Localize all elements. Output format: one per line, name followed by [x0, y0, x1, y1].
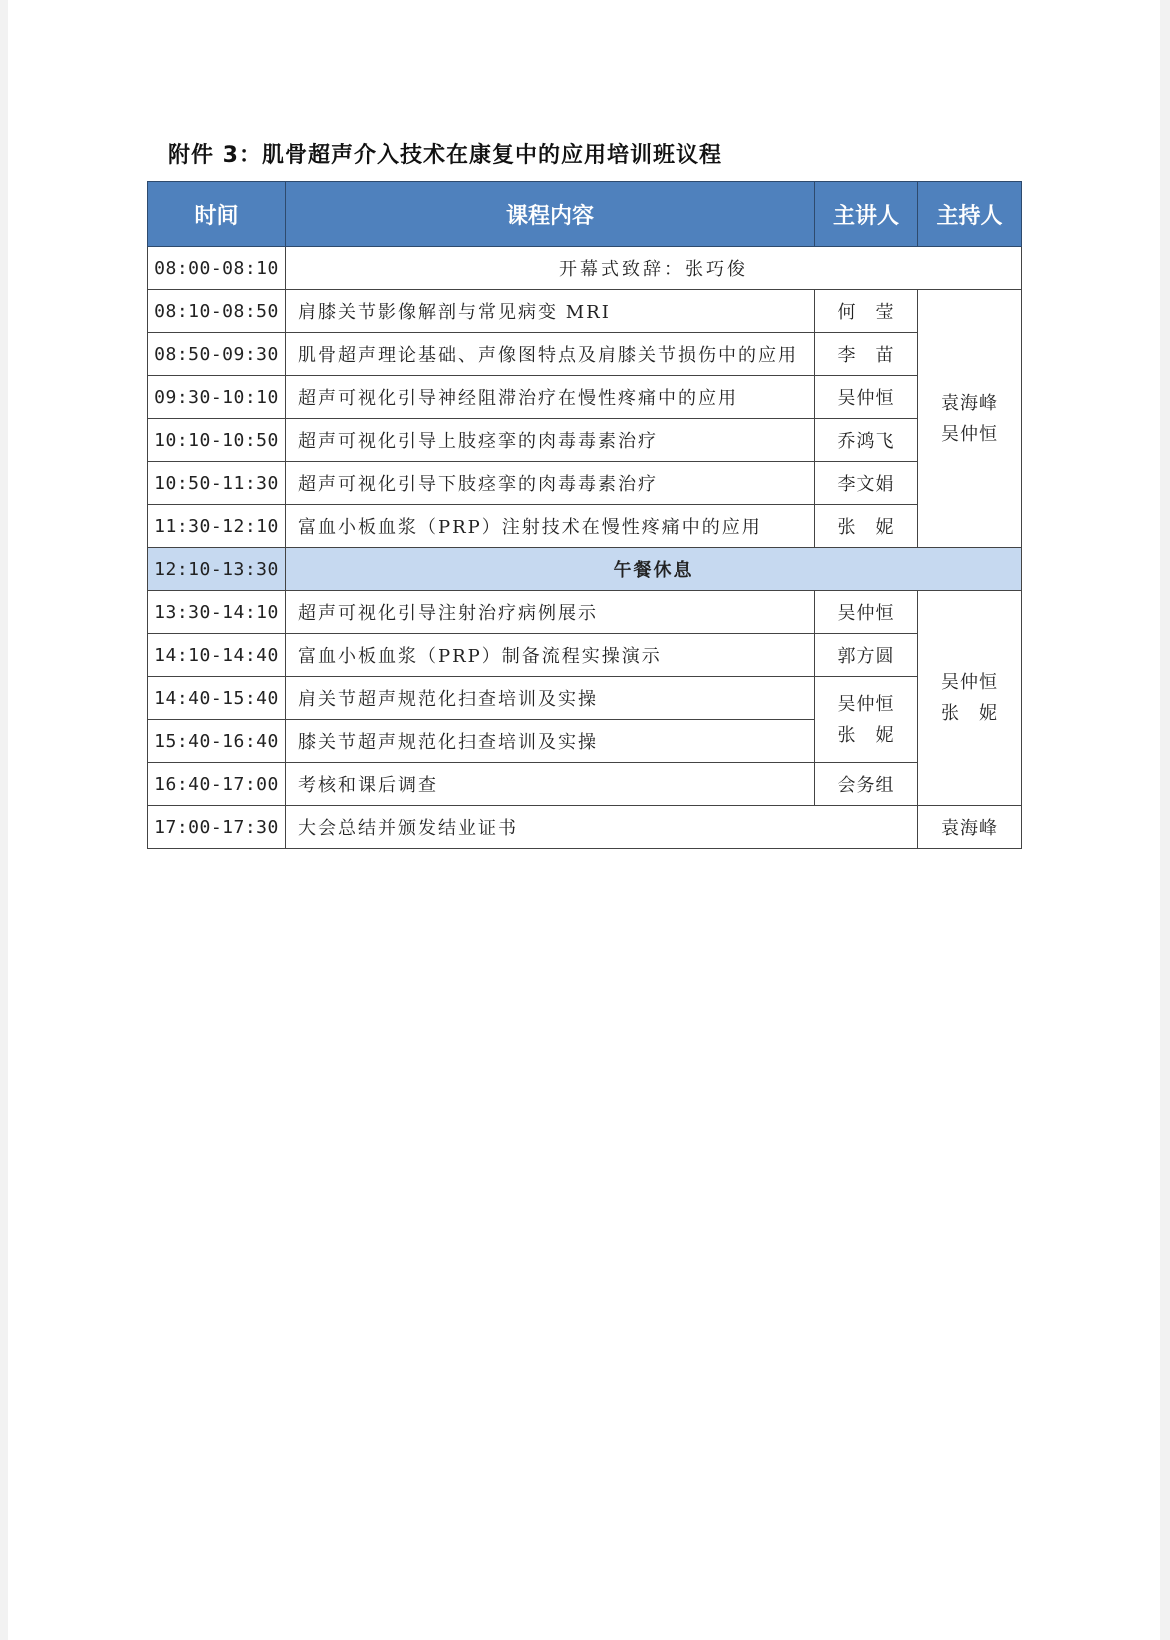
cell-course: 肩关节超声规范化扫查培训及实操: [286, 677, 815, 720]
agenda-table: [147, 181, 1022, 849]
header-row: [148, 182, 1022, 247]
cell-time: 16:40-17:00: [148, 763, 286, 806]
host-name: 张 妮: [941, 703, 998, 724]
cell-time: 13:30-14:10: [148, 591, 286, 634]
table-row: [148, 634, 1022, 677]
cell-speaker: 李 苗: [815, 333, 918, 376]
header-host: 主持人: [918, 182, 1022, 247]
cell-time: 08:00-08:10: [148, 247, 286, 290]
cell-lunch-break: 午餐休息: [286, 548, 1022, 591]
cell-host-afternoon: [918, 591, 1022, 806]
table-row: [148, 591, 1022, 634]
cell-time: 17:00-17:30: [148, 806, 286, 849]
cell-time: 14:10-14:40: [148, 634, 286, 677]
cell-time: 11:30-12:10: [148, 505, 286, 548]
cell-time: 14:40-15:40: [148, 677, 286, 720]
cell-time: 10:50-11:30: [148, 462, 286, 505]
cell-course: 超声可视化引导注射治疗病例展示: [286, 591, 815, 634]
speaker-name: 吴仲恒: [837, 693, 895, 715]
cell-speaker: 张 妮: [815, 505, 918, 548]
cell-host-closing: 袁海峰: [918, 806, 1022, 849]
cell-speaker: 郭方圆: [815, 634, 918, 677]
host-name: 袁海峰: [941, 392, 998, 414]
table-row: [148, 419, 1022, 462]
host-name: 吴仲恒: [941, 672, 998, 693]
cell-time: 09:30-10:10: [148, 376, 286, 419]
cell-course: 超声可视化引导神经阻滞治疗在慢性疼痛中的应用: [286, 376, 815, 419]
host-name: 吴仲恒: [941, 423, 998, 445]
header-course: 课程内容: [286, 182, 815, 247]
header-speaker: 主讲人: [815, 182, 918, 247]
table-row-lunch: [148, 548, 1022, 591]
table-row: [148, 462, 1022, 505]
cell-time: 08:50-09:30: [148, 333, 286, 376]
cell-course: 富血小板血浆（PRP）注射技术在慢性疼痛中的应用: [286, 505, 815, 548]
cell-opening-remarks: 开幕式致辞：张巧俊: [286, 247, 1022, 290]
cell-course: 肌骨超声理论基础、声像图特点及肩膝关节损伤中的应用: [286, 333, 815, 376]
cell-time: 08:10-08:50: [148, 290, 286, 333]
table-row: [148, 333, 1022, 376]
table-row-opening: [148, 247, 1022, 290]
table-row: [148, 290, 1022, 333]
cell-course: 大会总结并颁发结业证书: [286, 806, 918, 849]
table-row-closing: [148, 806, 1022, 849]
cell-course: 超声可视化引导上肢痉挛的肉毒毒素治疗: [286, 419, 815, 462]
cell-speaker: 何 莹: [815, 290, 918, 333]
cell-speaker: 会务组: [815, 763, 918, 806]
header-time: 时间: [148, 182, 286, 247]
table-row: [148, 505, 1022, 548]
cell-course: 考核和课后调查: [286, 763, 815, 806]
cell-speaker: 李文娟: [815, 462, 918, 505]
speaker-name: 张 妮: [837, 724, 895, 746]
cell-course: 膝关节超声规范化扫查培训及实操: [286, 720, 815, 763]
cell-host-morning: [918, 290, 1022, 548]
table-row: [148, 376, 1022, 419]
cell-course: 超声可视化引导下肢痉挛的肉毒毒素治疗: [286, 462, 815, 505]
table-row: [148, 677, 1022, 720]
cell-speaker: 吴仲恒: [815, 376, 918, 419]
cell-time: 15:40-16:40: [148, 720, 286, 763]
cell-course: 富血小板血浆（PRP）制备流程实操演示: [286, 634, 815, 677]
cell-speaker: 乔鸿飞: [815, 419, 918, 462]
cell-course: 肩膝关节影像解剖与常见病变 MRI: [286, 290, 815, 333]
cell-speaker: 吴仲恒: [815, 591, 918, 634]
document-title: 附件 3：肌骨超声介入技术在康复中的应用培训班议程: [168, 143, 722, 168]
cell-speaker-shared: [815, 677, 918, 763]
table-row: [148, 763, 1022, 806]
cell-time: 12:10-13:30: [148, 548, 286, 591]
cell-time: 10:10-10:50: [148, 419, 286, 462]
